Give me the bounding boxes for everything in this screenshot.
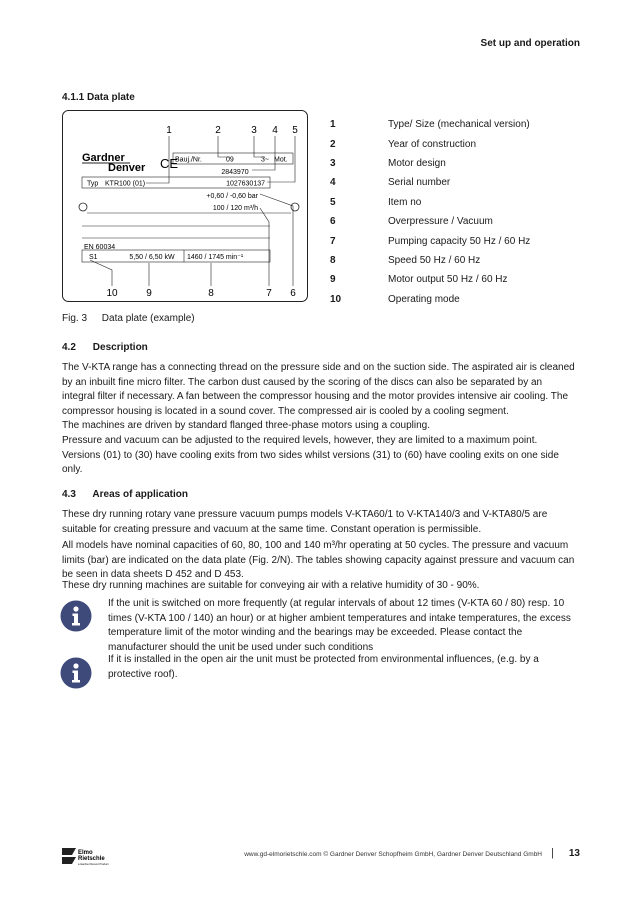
areas-paragraph-3: These dry running machines are suitable for conveying air with a relative humidity of 30 - 90%.	[62, 580, 480, 591]
legend-item	[330, 270, 590, 289]
legend-number: 5	[330, 196, 336, 208]
plate-bauj-value: 09	[226, 156, 234, 164]
legend-text: Year of construction	[388, 138, 477, 150]
page-number: 13	[568, 848, 580, 859]
callout-6: 6	[290, 288, 296, 299]
plate-power: 5,50 / 6,50 kW	[129, 254, 175, 261]
legend-item	[330, 290, 590, 309]
legend-number: 6	[330, 216, 336, 228]
callout-7: 7	[266, 288, 272, 299]
legend-item	[330, 173, 590, 192]
data-plate-figure	[62, 110, 308, 302]
footer-separator: |	[551, 847, 554, 859]
section-title: Description	[92, 342, 148, 353]
section-number: 4.3	[62, 489, 76, 500]
plate-item-no: 1027630137	[226, 180, 265, 188]
info-icon	[60, 600, 92, 632]
footer-copyright: www.gd-elmorietschle.com © Gardner Denver Schopfheim GmbH, Gardner Denver Deutschland GmbH	[244, 851, 542, 858]
section-title-data-plate: 4.1.1 Data plate	[62, 92, 135, 103]
legend-text: Pumping capacity 50 Hz / 60 Hz	[388, 235, 531, 247]
callout-4: 4	[272, 125, 278, 136]
legend-text: Serial number	[388, 177, 451, 189]
plate-logo-line2: Denver	[108, 162, 146, 174]
description-body: The V-KTA range has a connecting thread on the pressure side and on the suction side. The aspirated air is cleaned by an inbuilt fine micro filter. The carbon dust caused by the scoring of the discs can also be separated by an integral filter if necessary. A fan between the compressor housing and the motor provides intensive air cooling. The compressor housing is located in a sound cover. The compressed air is cooled by a cooling segment. The machines are driven by standard flanged three-phase motors using a coupling. Pressure and vacuum can be adjusted to the required levels, however, they are limited to a maximum point. Versions (01) to (30) have cooling exits from two sides whilst versions (31) to (60) have cooling exits on one side only.	[62, 362, 575, 476]
legend-number: 1	[330, 119, 336, 131]
plate-serial: 2843970	[221, 169, 249, 176]
callout-8: 8	[208, 288, 214, 299]
plate-mode: S1	[89, 254, 98, 261]
section-title: Areas of application	[92, 489, 188, 500]
legend-text: Speed 50 Hz / 60 Hz	[388, 254, 481, 266]
plate-pressure: +0,60 / -0,60 bar	[206, 193, 258, 200]
data-plate-legend	[330, 115, 590, 309]
plate-logo-line1: Gardner	[82, 152, 125, 164]
legend-text: Motor output 50 Hz / 60 Hz	[388, 274, 508, 286]
areas-paragraph-1: These dry running rotary vane pressure vacuum pumps models V-KTA60/1 to V-KTA140/3 and V-KTA80/5 are suitable for creating pressure and vacuum at the same time. Constant operation is permissible.	[62, 509, 548, 535]
legend-text: Item no	[388, 196, 422, 208]
legend-number: 3	[330, 157, 336, 169]
legend-number: 2	[330, 138, 336, 150]
legend-text: Overpressure / Vacuum	[388, 216, 493, 228]
info-note-1: If the unit is switched on more frequently (at regular intervals of about 12 times (V-KTA 60 / 80) resp. 10 times (V-KTA 100 / 140) an hour) or at higher ambient temperatures and intake temperatures, the excess temperature limit of the motor winding and the bearings may be exceeded. Please contact the manufacturer should the unit be used under such conditions	[108, 598, 571, 653]
svg-text:a Gardner Denver Product: a Gardner Denver Product	[78, 863, 109, 866]
plate-motor-phase: 3~	[261, 156, 269, 164]
legend-number: 4	[330, 177, 336, 189]
info-note-2: If it is installed in the open air the unit must be protected from environmental influences, (e.g. by a protective roof).	[108, 654, 539, 680]
callout-3: 3	[251, 125, 257, 136]
callout-5: 5	[292, 125, 298, 136]
legend-item	[330, 134, 590, 153]
ce-mark: CE	[160, 156, 179, 171]
callout-9: 9	[146, 288, 152, 299]
legend-number: 9	[330, 274, 336, 286]
plate-standard: EN 60034	[84, 244, 116, 251]
plate-outline	[63, 111, 308, 302]
legend-item	[330, 231, 590, 250]
figure-caption-label: Fig. 3	[62, 313, 88, 324]
section-heading-description	[62, 342, 148, 353]
legend-text: Motor design	[388, 157, 446, 169]
legend-number: 7	[330, 235, 336, 247]
plate-capacity: 100 / 120 m³/h	[212, 205, 258, 212]
svg-text:Elmo: Elmo	[78, 850, 93, 856]
svg-text:Rietschle: Rietschle	[78, 856, 105, 862]
plate-bauj-label: Bauj./Nr.	[175, 156, 202, 164]
figure-caption-text: Data plate (example)	[101, 313, 195, 324]
figure-caption	[62, 313, 195, 324]
legend-number: 8	[330, 254, 336, 266]
callout-1: 1	[166, 125, 172, 136]
legend-number: 10	[330, 293, 342, 305]
legend-item	[330, 193, 590, 212]
section-number: 4.2	[62, 342, 76, 353]
plate-typ-value: KTR100 (01)	[105, 180, 146, 188]
legend-item	[330, 154, 590, 173]
legend-text: Type/ Size (mechanical version)	[388, 119, 530, 131]
running-header: Set up and operation	[480, 38, 580, 49]
legend-item	[330, 115, 590, 134]
plate-motor-label: Mot.	[274, 156, 288, 164]
elmo-rietschle-logo	[62, 846, 122, 866]
legend-item	[330, 251, 590, 270]
legend-item	[330, 212, 590, 231]
callout-2: 2	[215, 125, 221, 136]
section-heading-areas	[62, 489, 188, 500]
info-icon	[60, 657, 92, 689]
callout-10: 10	[106, 288, 118, 299]
legend-text: Operating mode	[388, 293, 460, 305]
plate-speed: 1460 / 1745 min⁻¹	[187, 254, 244, 261]
areas-paragraph-2: All models have nominal capacities of 60, 80, 100 and 140 m³/hr operating at 50 cycles. The pressure and vacuum limits (bar) are indicated on the data plate (Fig. 2/N). The tables showing capacity against pressure and vacuum can be seen in data sheets D 452 and D 453.	[62, 540, 575, 581]
plate-typ-label: Typ	[87, 180, 99, 188]
